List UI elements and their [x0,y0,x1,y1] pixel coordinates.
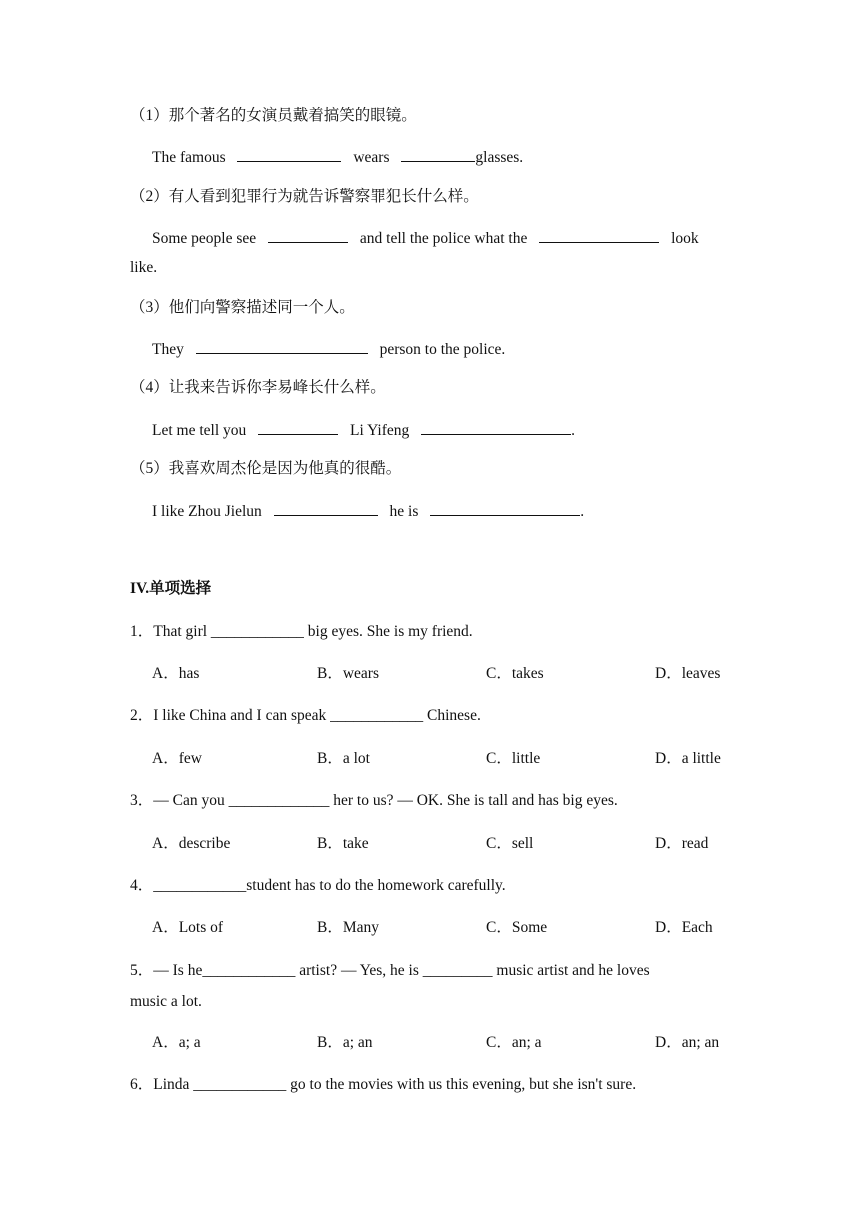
mcq-1-option-b[interactable]: B．wears [317,665,379,682]
q2-text-a: Some people see [152,230,257,247]
mcq-1-option-a[interactable]: A．has [152,665,200,682]
translation-q2-english [152,228,699,249]
q3-text-b: person to the police. [379,341,506,358]
q4-blank-2[interactable] [421,420,571,435]
mcq-3-option-c[interactable]: C．sell [486,835,534,852]
translation-q5-english [152,501,584,522]
mcq-2-option-c[interactable]: C．little [486,750,541,767]
mcq-5-stem-cont: music a lot. [130,993,202,1010]
mcq-6-stem: 6．Linda ____________ go to the movies with us this evening, but she isn't sure. [130,1076,637,1093]
q1-text-b: wears [353,149,390,166]
translation-q1-chinese: （1）那个著名的女演员戴着搞笑的眼镜。 [130,107,417,124]
translation-q4-chinese: （4）让我来告诉你李易峰长什么样。 [130,379,386,396]
mcq-2-stem: 2．I like China and I can speak ____________ Chinese. [130,707,481,724]
translation-q3-chinese: （3）他们向警察描述同一个人。 [130,299,355,316]
mcq-5-option-d[interactable]: D．an; an [655,1034,720,1051]
mcq-1-option-d[interactable]: D．leaves [655,665,721,682]
q4-blank-1[interactable] [258,420,338,435]
mcq-5-option-c[interactable]: C．an; a [486,1034,542,1051]
q5-text-b: he is [389,503,419,520]
translation-q3-english [152,339,505,360]
translation-q5-chinese: （5）我喜欢周杰伦是因为他真的很酷。 [130,460,402,477]
translation-q4-english [152,420,575,441]
mcq-2-option-b[interactable]: B．a lot [317,750,370,767]
section-heading: IV.单项选择 [130,580,212,597]
q5-text-c: . [580,503,585,520]
mcq-5-option-a[interactable]: A．a; a [152,1034,201,1051]
q1-blank-2[interactable] [401,147,475,162]
translation-q2-chinese: （2）有人看到犯罪行为就告诉警察罪犯长什么样。 [130,188,479,205]
q5-blank-1[interactable] [274,501,378,516]
translation-q1-english [152,147,523,168]
mcq-5-stem: 5．— Is he____________ artist? — Yes, he is _________ music artist and he loves [130,962,650,979]
q3-text-a: They [152,341,184,358]
q4-text-b: Li Yifeng [350,422,410,439]
q1-blank-1[interactable] [237,147,341,162]
mcq-3-option-a[interactable]: A．describe [152,835,231,852]
mcq-3-option-b[interactable]: B．take [317,835,369,852]
q2-text-c: look [671,230,699,247]
q4-text-a: Let me tell you [152,422,247,439]
mcq-2-option-d[interactable]: D．a little [655,750,721,767]
q4-text-c: . [571,422,576,439]
mcq-3-stem: 3．— Can you _____________ her to us? — OK. She is tall and has big eyes. [130,792,618,809]
translation-q2-english-cont: like. [130,259,158,276]
mcq-4-option-a[interactable]: A．Lots of [152,919,224,936]
q5-text-a: I like Zhou Jielun [152,503,262,520]
q3-blank-1[interactable] [196,339,368,354]
mcq-4-option-c[interactable]: C．Some [486,919,548,936]
mcq-3-option-d[interactable]: D．read [655,835,709,852]
q2-blank-2[interactable] [539,228,659,243]
q1-text-c: glasses. [475,149,524,166]
mcq-1-stem: 1．That girl ____________ big eyes. She is my friend. [130,623,473,640]
mcq-4-option-b[interactable]: B．Many [317,919,380,936]
q5-blank-2[interactable] [430,501,580,516]
mcq-4-option-d[interactable]: D．Each [655,919,713,936]
q2-text-b: and tell the police what the [359,230,528,247]
mcq-1-option-c[interactable]: C．takes [486,665,544,682]
q2-blank-1[interactable] [268,228,348,243]
mcq-2-option-a[interactable]: A．few [152,750,202,767]
mcq-5-option-b[interactable]: B．a; an [317,1034,373,1051]
mcq-4-stem: 4．____________student has to do the homework carefully. [130,877,506,894]
q1-text-a: The famous [152,149,226,166]
